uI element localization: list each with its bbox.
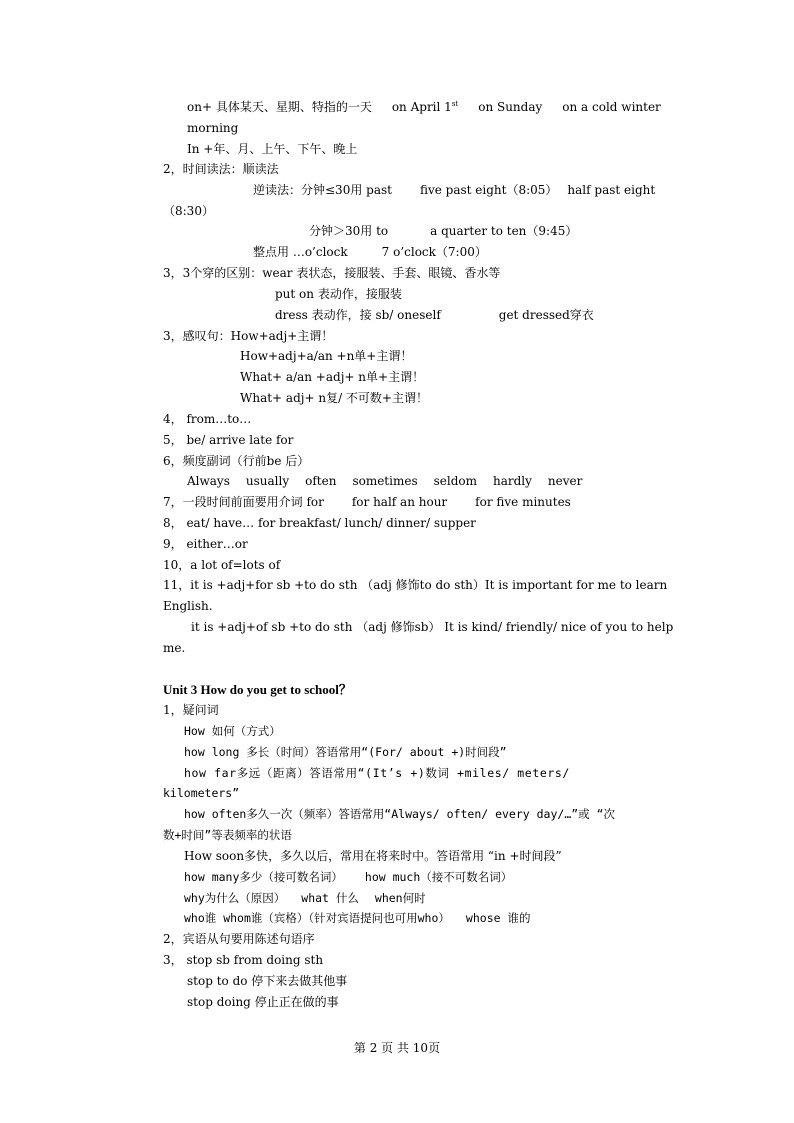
line-who: who谁 whom谁（宾格）（针对宾语提问也可用who） whose 谁的 — [184, 911, 531, 925]
freq-word: never — [547, 474, 583, 488]
line-on — [187, 100, 661, 115]
line-for-period: 7，一段时间前面要用介词 for for half an hour for five minutes — [163, 495, 571, 509]
line-how-often: how often多久一次（频率）答语常用“Always/ often/ every day/…”或 “次 — [184, 807, 616, 821]
line-exclaim-1: 3，感叹句：How+adj+主谓！ — [163, 329, 334, 343]
line-stop-from: 3， stop sb from doing sth — [163, 953, 324, 967]
line-how-far: how far多远（距离）答语常用“(It’s +)数词 +miles/ meters/ — [184, 766, 570, 780]
line-how: How 如何（方式） — [184, 724, 281, 738]
on-rule: on+ 具体某天、星期、特指的一天 — [187, 100, 372, 114]
line-it-is-of: it is +adj+of sb +to do sth （adj 修饰sb） It is kind/ friendly/ nice of you to help — [191, 620, 674, 634]
line-exclaim-3: What+ a/an +adj+ n单+主谓！ — [240, 370, 425, 384]
line-put-on: put on 表动作，接服装 — [275, 287, 402, 301]
unit-title: Unit 3 How do you get to school？ — [163, 682, 352, 697]
line-how-soon: How soon多快，多久以后，常用在将来时中。答语常用 “in +时间段” — [184, 849, 562, 863]
line-exclaim-4: What+ adj+ n复/ 不可数+主谓！ — [240, 391, 428, 405]
line-oclock: 整点用 …o’clock 7 o’clock（7:00） — [253, 245, 487, 259]
line-wear: 3，3个穿的区别：wear 表状态，接服装、手套、眼镜、香水等 — [163, 266, 501, 280]
freq-word: Always — [187, 474, 230, 488]
line-from-to: 4， from…to… — [163, 412, 252, 426]
on-example-winter: on a cold winter — [562, 100, 661, 114]
line-why: why为什么（原因） what 什么 when何时 — [184, 891, 426, 905]
line-how-many: how many多少（接可数名词） how much（接不可数名词） — [184, 870, 513, 884]
line-it-is-for: 11，it is +adj+for sb +to do sth （adj 修饰to do sth）It is important for me to learn — [163, 578, 668, 592]
on-example-sunday: on Sunday — [478, 100, 543, 114]
line-it-is-of-cont: me. — [163, 641, 186, 655]
line-lots-of: 10，a lot of=lots of — [163, 558, 281, 572]
line-either-or: 9， either…or — [163, 537, 248, 551]
line-object-clause: 2，宾语从句要用陈述句语序 — [163, 932, 315, 946]
line-stop-to-do: stop to do 停下来去做其他事 — [187, 974, 348, 988]
page-footer: 第 2 页 共 10页 — [353, 1041, 441, 1055]
freq-word: hardly — [493, 474, 532, 488]
line-time-reading: 2，时间读法：顺读法 — [163, 162, 279, 176]
line-frequency-adverbs: 6，频度副词（行前be 后） — [163, 454, 310, 468]
line-on-cont: morning — [187, 121, 239, 135]
freq-word: often — [305, 474, 337, 488]
freq-word: sometimes — [352, 474, 418, 488]
on-example-april: on April 1st — [391, 100, 459, 114]
line-reverse-reading: 逆读法：分钟≤30用 past five past eight（8:05） half past eight — [253, 183, 656, 197]
line-how-long: how long 多长（时间）答语常用“(For/ about +)时间段” — [184, 745, 507, 759]
freq-word: usually — [245, 474, 290, 488]
line-eat-have: 8， eat/ have… for breakfast/ lunch/ dinner/ supper — [163, 516, 476, 530]
line-how-far-cont: kilometers” — [163, 786, 240, 800]
line-question-words: 1，疑问词 — [163, 703, 219, 717]
line-it-is-for-cont: English. — [163, 599, 213, 613]
line-exclaim-2: How+adj+a/an +n单+主谓！ — [240, 349, 413, 363]
line-reverse-cont: （8:30） — [163, 204, 214, 218]
line-frequency-words — [187, 474, 582, 489]
line-stop-doing: stop doing 停止正在做的事 — [187, 995, 339, 1009]
line-late-for: 5， be/ arrive late for — [163, 433, 294, 447]
freq-word: seldom — [433, 474, 477, 488]
line-in: In +年、月、上午、下午、晚上 — [187, 142, 358, 156]
line-dress: dress 表动作，接 sb/ oneself get dressed穿衣 — [275, 308, 594, 322]
line-how-often-cont: 数+时间”等表频率的状语 — [163, 828, 292, 842]
line-minutes-gt30: 分钟＞30用 to a quarter to ten（9:45） — [309, 224, 578, 238]
